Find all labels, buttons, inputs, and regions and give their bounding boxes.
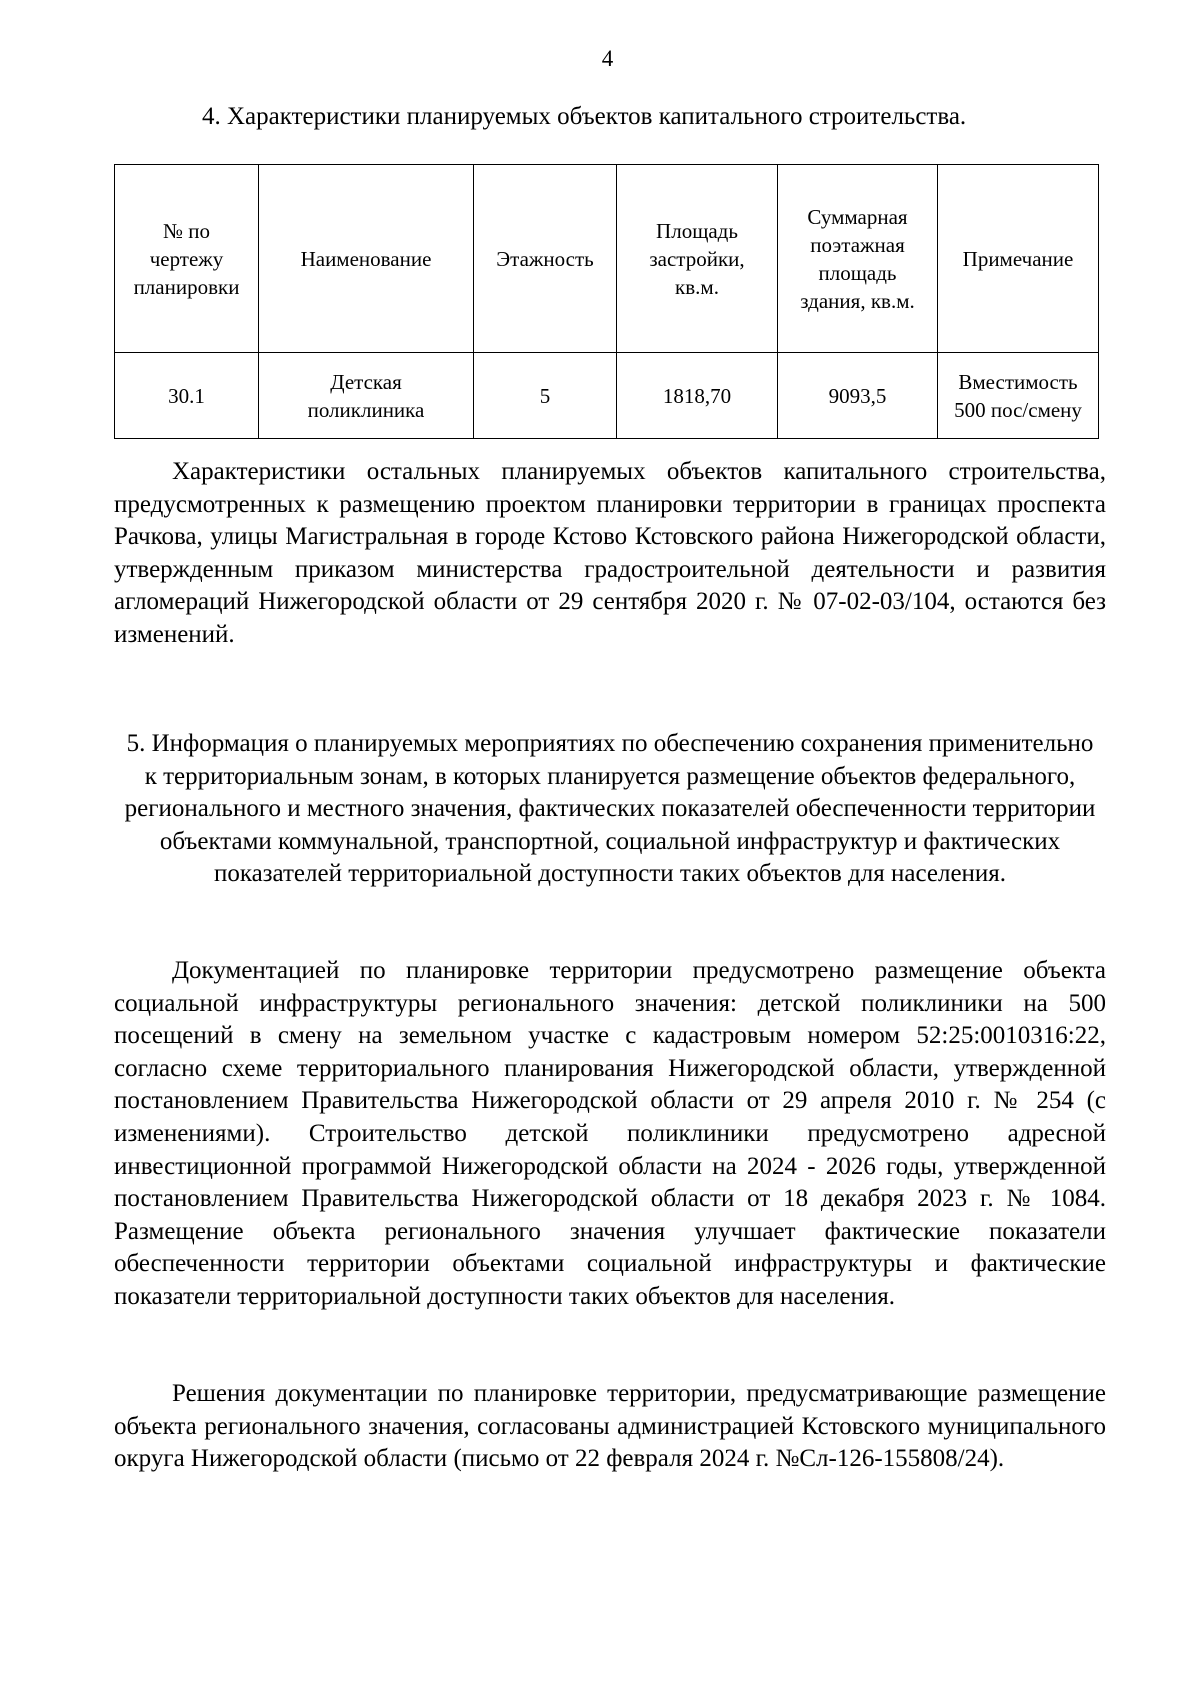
section-5-heading: 5. Информация о планируемых мероприятиях по обеспечению сохранения применительно к территориальным зонам, в которых планируется размещение объектов федерального, регионального и местного значения, фактических показателей обеспеченности территории объектами коммунальной, транспортной, социальной инфраструктур и фактических показателей территориальной доступности таких объектов для населения.	[124, 730, 1096, 887]
page-number: 4	[601, 46, 614, 71]
table-row	[115, 353, 1099, 439]
header-total-floor-area: Суммарная поэтажная площадь здания, кв.м.	[778, 165, 938, 353]
paragraph-documentation: Документацией по планировке территории предусмотрено размещение объекта социальной инфраструктуры регионального значения: детской поликлиники на 500 посещений в смену на земельном участке с кадастровым номером 52:25:0010316:22, согласно схеме территориального планирования Нижегородской области, утвержденной постановлением Правительства Нижегородской области от 29 апреля 2010 г. № 254 (с изменениями). Строительство детской поликлиники предусмотрено адресной инвестиционной программой Нижегородской области на 2024 - 2026 годы, утвержденной постановлением Правительства Нижегородской области от 18 декабря 2023 г. № 1084. Размещение объекта регионального значения улучшает фактические показатели обеспеченности территории объектами социальной инфраструктуры и фактические показатели территориальной доступности таких объектов для населения.	[114, 957, 1106, 1310]
section-4-heading: 4. Характеристики планируемых объектов капитального строительства.	[202, 103, 967, 130]
cell-drawing-number: 30.1	[115, 353, 259, 439]
cell-total-floor-area: 9093,5	[778, 353, 938, 439]
table-header-row	[115, 165, 1099, 353]
objects-table	[114, 164, 1099, 439]
header-building-area: Площадь застройки, кв.м.	[617, 165, 778, 353]
cell-floors: 5	[474, 353, 617, 439]
cell-name: Детская поликлиника	[259, 353, 474, 439]
paragraph-decisions: Решения документации по планировке территории, предусматривающие размещение объекта регионального значения, согласованы администрацией Кстовского муниципального округа Нижегородской области (письмо от 22 февраля 2024 г. №Сл-126-155808/24).	[114, 1380, 1106, 1473]
paragraph-other-objects: Характеристики остальных планируемых объектов капитального строительства, предусмотренных к размещению проектом планировки территории в границах проспекта Рачкова, улицы Магистральная в городе Кстово Кстовского района Нижегородской области, утвержденным приказом министерства градостроительной деятельности и развития агломераций Нижегородской области от 29 сентября 2020 г. № 07-02-03/104, остаются без изменений.	[114, 458, 1106, 648]
header-note: Примечание	[938, 165, 1099, 353]
header-name: Наименование	[259, 165, 474, 353]
cell-building-area: 1818,70	[617, 353, 778, 439]
cell-note: Вместимость 500 пос/смену	[938, 353, 1099, 439]
header-floors: Этажность	[474, 165, 617, 353]
header-drawing-number: № по чертежу планировки	[115, 165, 259, 353]
